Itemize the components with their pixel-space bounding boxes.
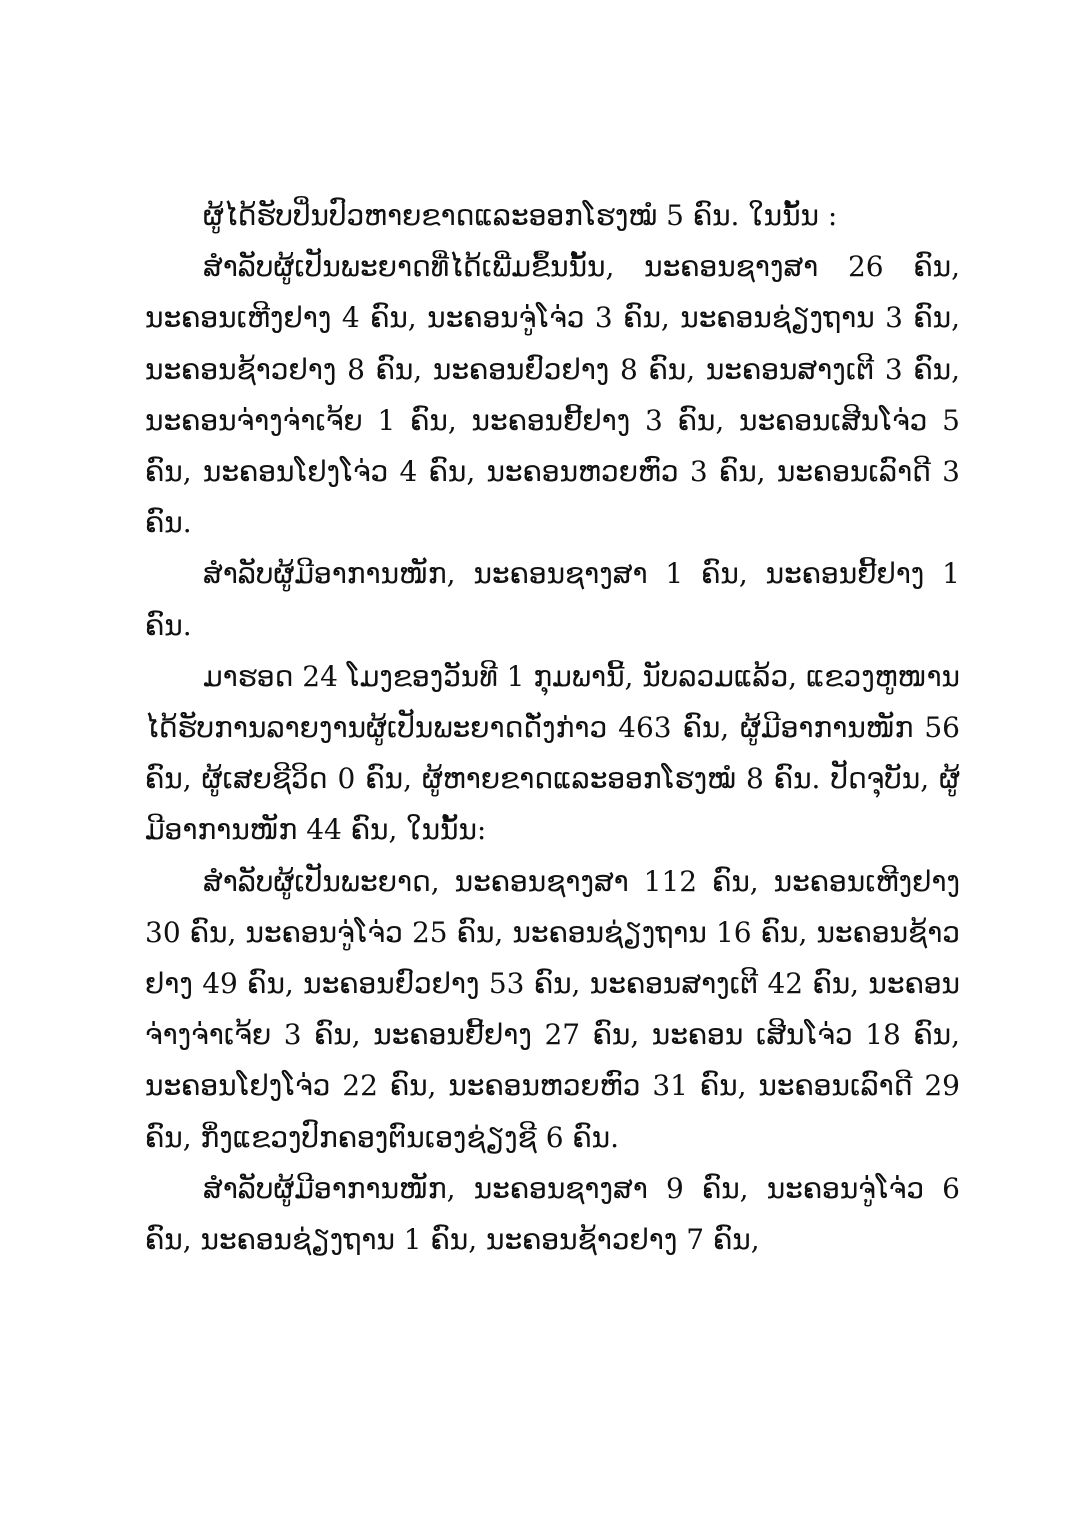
document-body bbox=[145, 190, 960, 1265]
paragraph-severe-cases-by-city: ສໍາລັບຜູ້ມີອາການໜັກ, ນະຄອນຊາງສາ 9 ຄົນ, ນະຄອນຈູ່ໂຈ່ວ 6 ຄົນ, ນະຄອນຊ່ຽງຖານ 1 ຄົນ, ນະຄອນຊ້າວຢາງ 7 ຄົນ, bbox=[145, 1171, 960, 1257]
paragraph-cumulative-totals: ມາຮອດ 24 ໂມງຂອງວັນທີ 1 ກຸມພານີ້, ນັບລວມແລ້ວ, ແຂວງຫູໜານໄດ້ຮັບການລາຍງານຜູ້ເປັນພະຍາດດັ່ງກ່າວ 463 ຄົນ, ຜູ້ມີອາການໜັກ 56 ຄົນ, ຜູ້ເສຍຊີວິດ 0 ຄົນ, ຜູ້ຫາຍຂາດແລະອອກໂຮງໝໍ 8 ຄົນ. ປັດຈຸບັນ, ຜູ້ມີອາການໜັກ 44 ຄົນ, ໃນນັ້ນ: bbox=[145, 659, 960, 847]
paragraph-new-cases-by-city: ສໍາລັບຜູ້ເປັນພະຍາດທີ່ໄດ້ເພີ່ມຂຶ້ນນັ້ນ, ນະຄອນຊາງສາ 26 ຄົນ, ນະຄອນເຫີງຢາງ 4 ຄົນ, ນະຄອນຈູ່ໂຈ່ວ 3 ຄົນ, ນະຄອນຊ່ຽງຖານ 3 ຄົນ, ນະຄອນຊ້າວຢາງ 8 ຄົນ, ນະຄອນຢົວຢາງ 8 ຄົນ, ນະຄອນສາງເຕີ 3 ຄົນ, ນະຄອນຈ່າງຈ່າເຈ້ຍ 1 ຄົນ, ນະຄອນຢີ້ຢາງ 3 ຄົນ, ນະຄອນເສີນໂຈ່ວ 5 ຄົນ, ນະຄອນໂຢງໂຈ່ວ 4 ຄົນ, ນະຄອນຫວຍຫົວ 3 ຄົນ, ນະຄອນເລົາດີ 3 ຄົນ. bbox=[145, 250, 960, 540]
paragraph-cumulative-cases-by-city: ສໍາລັບຜູ້ເປັນພະຍາດ, ນະຄອນຊາງສາ 112 ຄົນ, ນະຄອນເຫີງຢາງ 30 ຄົນ, ນະຄອນຈູ່ໂຈ່ວ 25 ຄົນ, ນະຄອນຊ່ຽງຖານ 16 ຄົນ, ນະຄອນຊ້າວຢາງ 49 ຄົນ, ນະຄອນຢົວຢາງ 53 ຄົນ, ນະຄອນສາງເຕີ 42 ຄົນ, ນະຄອນຈ່າງຈ່າເຈ້ຍ 3 ຄົນ, ນະຄອນຢີ້ຢາງ 27 ຄົນ, ນະຄອນ ເສີນໂຈ່ວ 18 ຄົນ, ນະຄອນໂຢງໂຈ່ວ 22 ຄົນ, ນະຄອນຫວຍຫົວ 31 ຄົນ, ນະຄອນເລົາດີ 29 ຄົນ, ກິ່ງແຂວງປົກຄອງຕົນເອງຊ່ຽງຊີ 6 ຄົນ. bbox=[145, 864, 960, 1154]
paragraph-recovered-summary: ຜູ້ໄດ້ຮັບປິ່ນປົວຫາຍຂາດແລະອອກໂຮງໝໍ 5 ຄົນ. ໃນນັ້ນ : bbox=[203, 199, 838, 232]
paragraph-new-severe-cases: ສໍາລັບຜູ້ມີອາການໜັກ, ນະຄອນຊາງສາ 1 ຄົນ, ນະຄອນຢີ້ຢາງ 1 ຄົນ. bbox=[145, 557, 960, 642]
